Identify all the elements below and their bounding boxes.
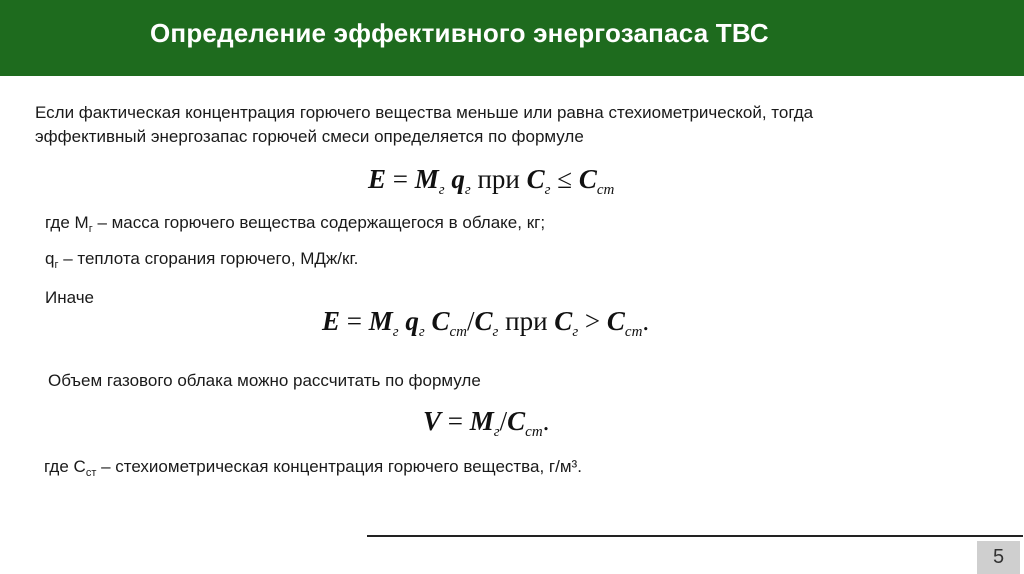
formula-symbol: q (444, 164, 465, 194)
formula-operator: / (467, 306, 475, 336)
formula-symbol: C (554, 306, 573, 336)
formula-subscript: г (438, 182, 445, 198)
formula-symbol: E (322, 306, 341, 336)
formula-subscript: ст (525, 424, 543, 440)
otherwise-label: Иначе (45, 288, 94, 307)
formula-symbol: M (368, 306, 393, 336)
footer-divider (367, 535, 1023, 537)
formula-symbol: M (414, 164, 439, 194)
formula-symbol: E (368, 164, 387, 194)
formula-operator: / (499, 406, 508, 436)
definition-text: q (45, 249, 55, 268)
formula-subscript: г (392, 324, 399, 340)
formula-symbol: q (398, 306, 419, 336)
formula-operator: > (578, 306, 607, 336)
volume-intro: Объем газового облака можно рассчитать по формуле (48, 371, 481, 390)
formula-subscript: г (544, 182, 551, 198)
formula-symbol: M (469, 406, 494, 436)
formula-symbol: C (424, 306, 450, 336)
formula-subscript: г (493, 424, 500, 440)
formula-symbol: C (606, 306, 625, 336)
definition-concentration (44, 455, 582, 485)
definition-text: – масса горючего вещества содержащегося в облаке, кг; (92, 213, 546, 232)
formula-operator: = (386, 164, 415, 194)
formula-volume (423, 406, 549, 441)
formula-energy-rich (322, 306, 649, 341)
formula-operator: . (542, 406, 550, 436)
formula-subscript: ст (449, 324, 467, 340)
formula-energy-lean (368, 164, 614, 199)
formula-word: при (498, 306, 555, 336)
definition-text: где M (45, 213, 89, 232)
intro-line-2: эффективный энергозапас горючей смеси определяется по формуле (35, 127, 584, 146)
formula-subscript: г (492, 324, 499, 340)
formula-symbol: C (507, 406, 526, 436)
definition-text: – теплота сгорания горючего, МДж/кг. (58, 249, 359, 268)
slide-title: Определение эффективного энергозапаса ТВС (150, 18, 769, 48)
formula-subscript: г (418, 324, 425, 340)
page-number: 5 (977, 541, 1020, 574)
formula-subscript: ст (596, 182, 615, 198)
definition-subscript: ст (85, 467, 97, 479)
formula-subscript: г (572, 324, 579, 340)
formula-word: при (470, 164, 527, 194)
title-bar (0, 0, 1024, 76)
formula-operator: . (642, 306, 650, 336)
definition-mass (45, 211, 545, 241)
formula-operator: = (441, 406, 470, 436)
formula-symbol: V (423, 406, 442, 436)
definition-text: где C (44, 457, 86, 476)
formula-subscript: ст (624, 324, 643, 340)
formula-symbol: C (578, 164, 597, 194)
formula-symbol: C (474, 306, 493, 336)
definition-subscript: г (54, 259, 59, 271)
formula-subscript: г (464, 182, 471, 198)
definition-text: – стехиометрическая концентрация горючего вещества, г/м³. (96, 457, 582, 476)
definition-subscript: г (88, 223, 93, 235)
formula-operator: ≤ (550, 164, 579, 194)
definition-heat (45, 247, 358, 277)
formula-operator: = (340, 306, 369, 336)
intro-line-1: Если фактическая концентрация горючего вещества меньше или равна стехиометрической, тогда (35, 103, 814, 122)
formula-symbol: C (526, 164, 545, 194)
